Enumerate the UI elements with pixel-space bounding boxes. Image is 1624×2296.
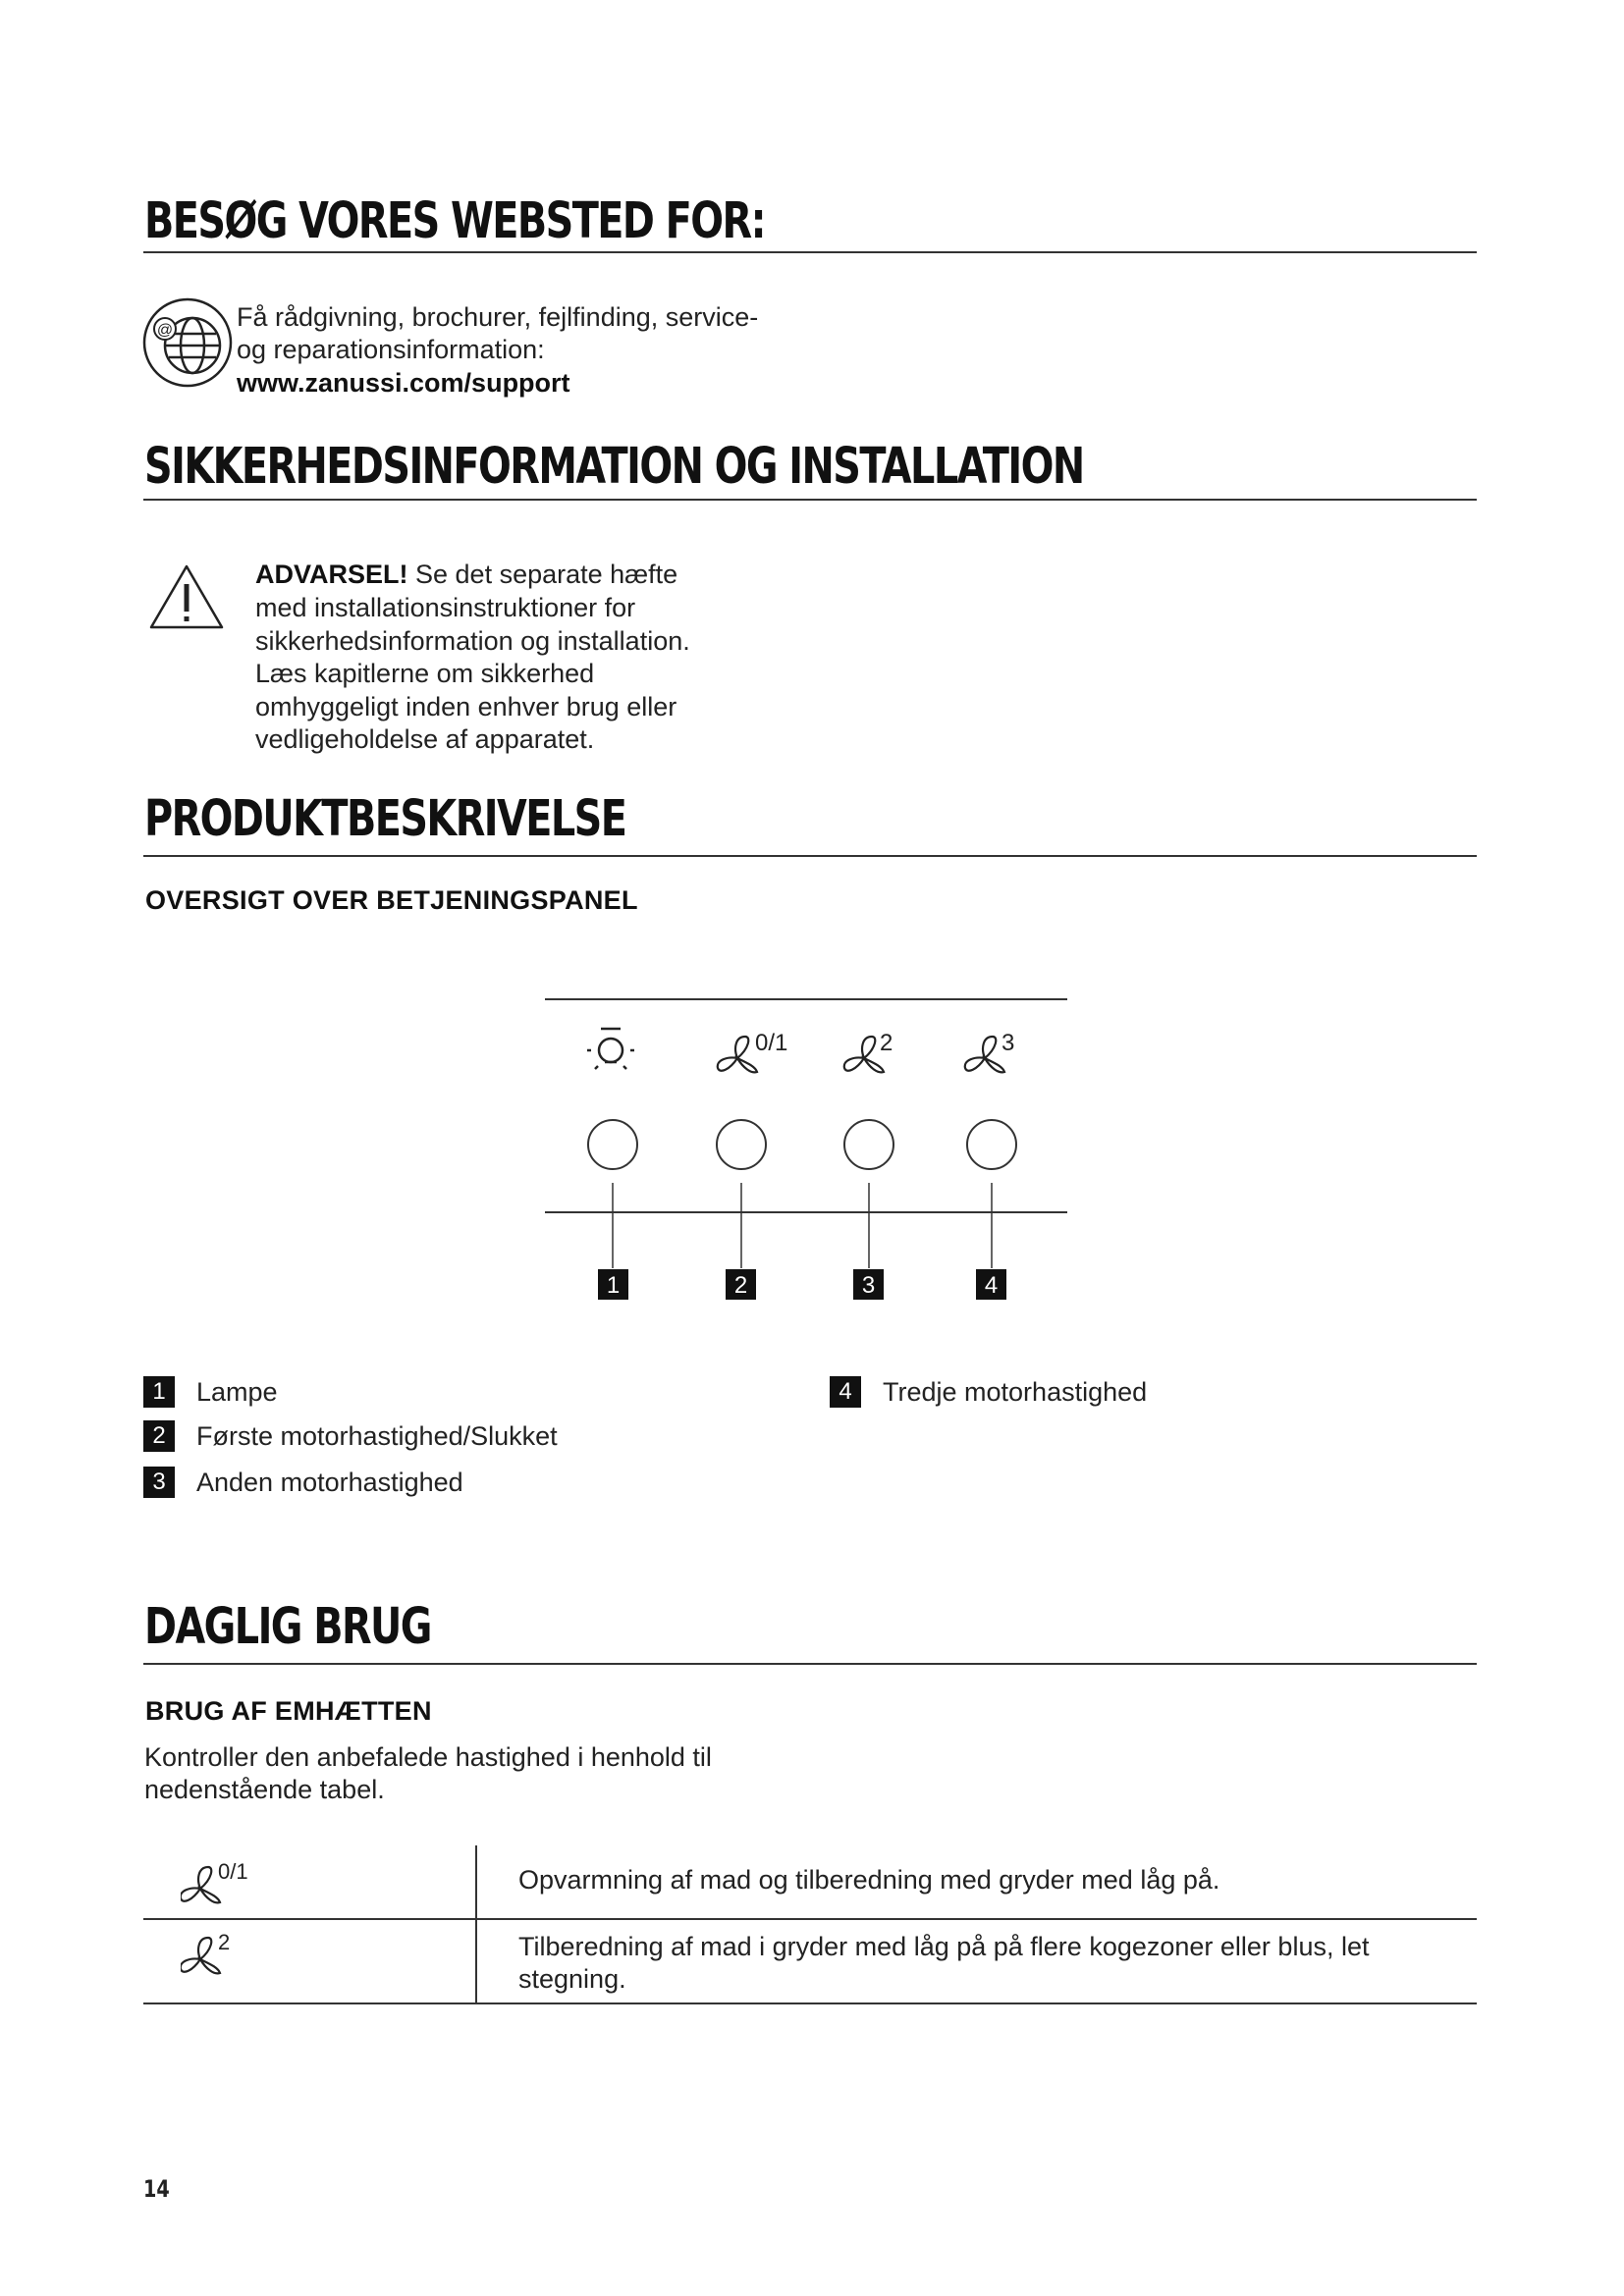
lamp-button: [588, 1120, 637, 1169]
speed-label-0-1: 0/1: [755, 1030, 788, 1056]
legend-item: [143, 1467, 463, 1498]
legend-number: 3: [143, 1467, 175, 1498]
speed-label-3: 3: [1001, 1030, 1015, 1056]
control-panel-diagram: [545, 991, 1067, 1315]
callout-1-label: 1: [606, 1272, 621, 1299]
legend-label: Første motorhastighed/Slukket: [196, 1420, 558, 1451]
legend-item: [830, 1376, 1147, 1408]
fan-icon: [844, 1037, 884, 1072]
subheading-using-hood: BRUG AF EMHÆTTEN: [145, 1696, 432, 1726]
control-panel-svg: [545, 991, 1067, 1315]
website-text-line2: og reparationsinformation:: [237, 335, 545, 364]
warning-line: omhyggeligt inden enhver brug eller: [255, 692, 677, 721]
heading-visit-website: BESØG VORES WEBSTED FOR:: [144, 192, 765, 250]
legend-item: [143, 1376, 278, 1408]
callout-2-label: 2: [733, 1272, 748, 1299]
subheading-control-panel: OVERSIGT OVER BETJENINGSPANEL: [145, 885, 638, 915]
callout-3-label: 3: [861, 1272, 876, 1299]
fan-icon: [718, 1037, 757, 1072]
intro-line-1: Kontroller den anbefalede hastighed i henhold til: [144, 1742, 712, 1772]
warning-line-1-text: Se det separate hæfte: [407, 560, 678, 589]
speed-2-button: [844, 1120, 893, 1169]
website-url-link[interactable]: www.zanussi.com/support: [237, 368, 570, 398]
legend-label: Lampe: [196, 1376, 278, 1407]
warning-line: Læs kapitlerne om sikkerhed: [255, 659, 595, 688]
website-text-line1: Få rådgivning, brochurer, fejlfinding, service-: [237, 302, 759, 332]
svg-text:@: @: [156, 322, 174, 339]
legend-item: [143, 1420, 558, 1452]
speed-1-button: [717, 1120, 766, 1169]
legend-label: Tredje motorhastighed: [883, 1376, 1148, 1407]
table-column-divider: [475, 1845, 477, 2004]
page-number: 14: [143, 2175, 170, 2203]
heading-safety-installation: SIKKERHEDSINFORMATION OG INSTALLATION: [144, 438, 1084, 496]
callout-4-label: 4: [984, 1272, 999, 1299]
speed-table: [143, 1845, 1477, 2004]
table-row: [181, 1930, 259, 1979]
warning-line: sikkerhedsinformation og installation.: [255, 626, 690, 656]
table-speed-label: 0/1: [218, 1859, 248, 1884]
table-desc: Tilberedning af mad i gryder med låg på på flere kogezoner eller blus, let: [518, 1932, 1370, 1961]
heading-rule: [143, 251, 1477, 253]
table-desc: Opvarmning af mad og tilberedning med gryder med låg på.: [518, 1865, 1220, 1895]
table-bottom-border: [143, 2002, 1477, 2004]
warning-line: med installationsinstruktioner for: [255, 593, 636, 622]
speed-3-button: [967, 1120, 1016, 1169]
table-row: [181, 1859, 259, 1908]
heading-product-description: PRODUKTBESKRIVELSE: [144, 790, 626, 848]
legend-label: Anden motorhastighed: [196, 1467, 463, 1497]
table-row-divider: [143, 1918, 1477, 1920]
heading-rule: [143, 1663, 1477, 1665]
fan-icon: [965, 1037, 1004, 1072]
warning-line: vedligeholdelse af apparatet.: [255, 724, 595, 754]
globe-web-icon: [141, 296, 234, 389]
intro-line-2: nedenstående tabel.: [144, 1775, 385, 1804]
table-speed-label: 2: [218, 1930, 231, 1954]
table-desc: stegning.: [518, 1964, 626, 1994]
warning-triangle-icon: [147, 562, 226, 631]
heading-rule: [143, 855, 1477, 857]
legend-number: 1: [143, 1376, 175, 1408]
lamp-icon: [587, 1029, 634, 1069]
heading-rule: [143, 499, 1477, 501]
warning-label: ADVARSEL!: [255, 560, 408, 589]
legend-number: 2: [143, 1420, 175, 1452]
speed-label-2: 2: [880, 1030, 893, 1056]
legend-number: 4: [830, 1376, 861, 1408]
warning-line-1: [255, 558, 677, 591]
heading-daily-use: DAGLIG BRUG: [144, 1598, 431, 1656]
